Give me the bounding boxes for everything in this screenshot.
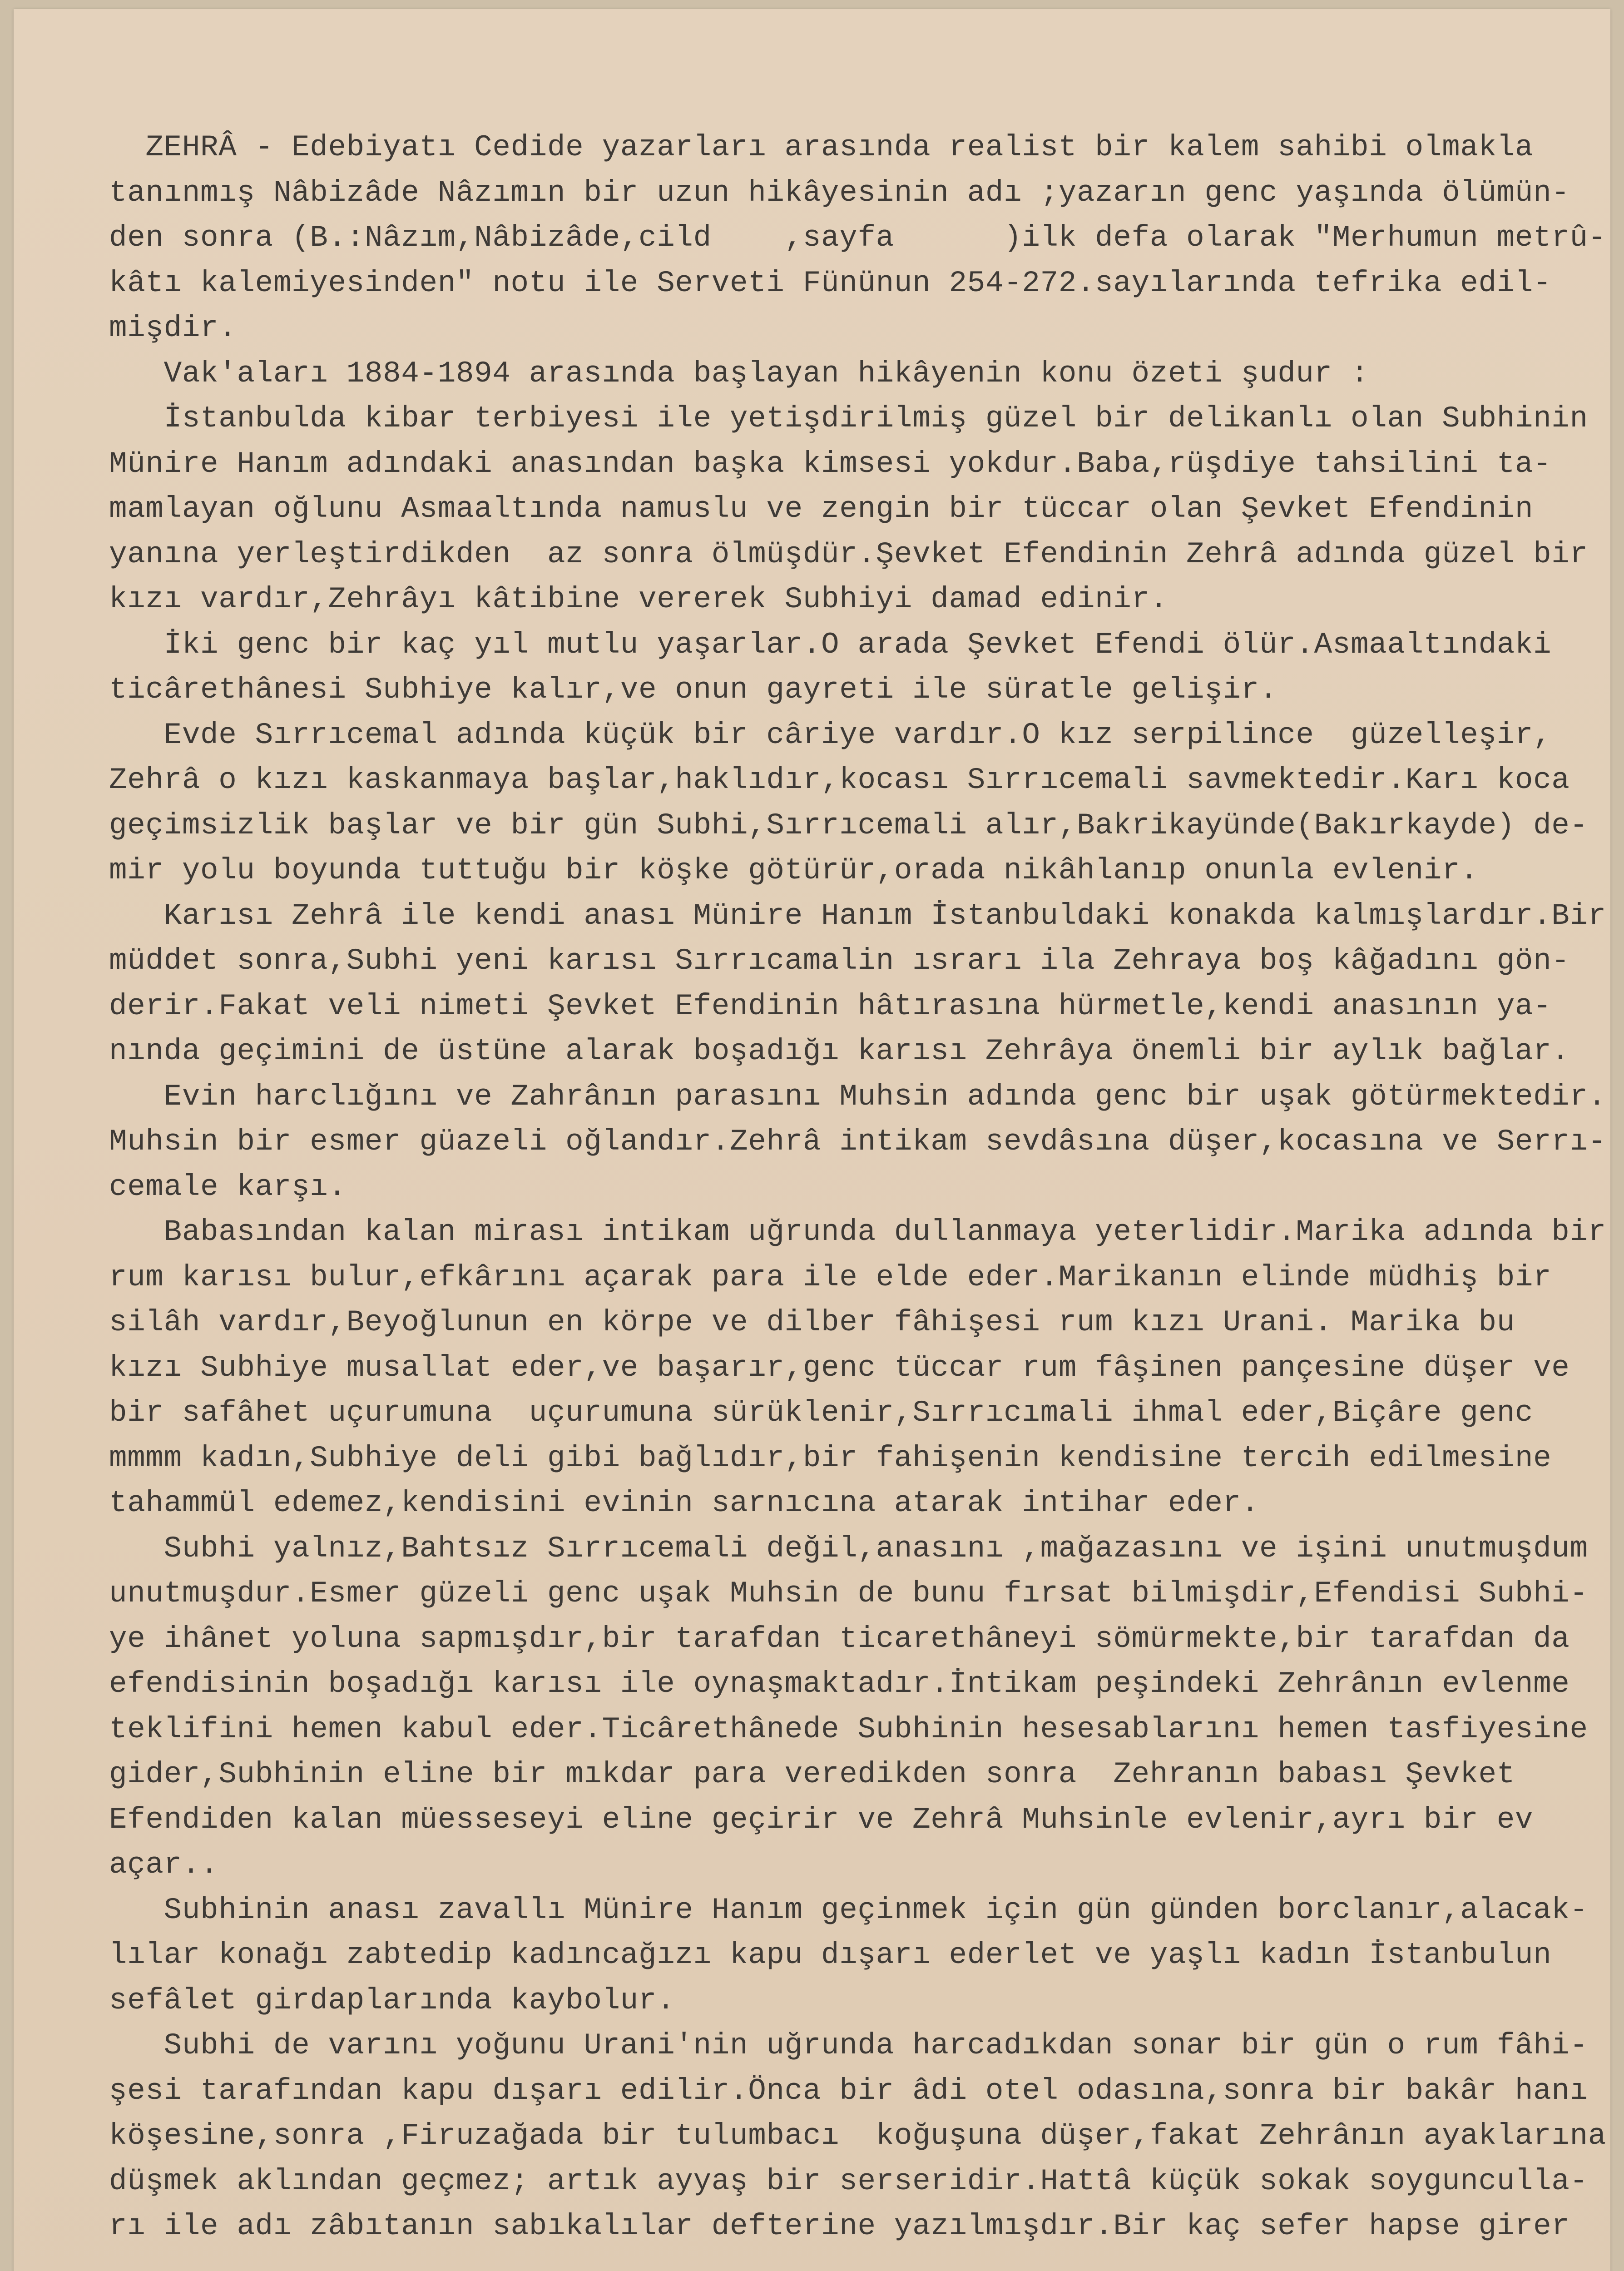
- text-line-14: Evde Sırrıcemal adında küçük bir câriye vardır.O kız serpilince güzelleşir,: [109, 718, 1552, 752]
- text-line-12: İki genc bir kaç yıl mutlu yaşarlar.O arada Şevket Efendi ölür.Asmaaltındaki: [109, 627, 1552, 662]
- text-line-36: teklifini hemen kabul eder.Ticârethânede Subhinin hesesablarını hemen tasfiyesine: [109, 1712, 1588, 1746]
- text-line-30: mmmm kadın,Subhiye deli gibi bağlıdır,bir fahişenin kendisine tercih edilmesine: [109, 1441, 1552, 1475]
- text-line-4: kâtı kalemiyesinden" notu ile Serveti Fününun 254-272.sayılarında tefrika edil-: [109, 266, 1552, 300]
- text-line-24: cemale karşı.: [109, 1170, 347, 1204]
- text-line-8: Münire Hanım adındaki anasından başka kimsesi yokdur.Baba,rüşdiye tahsilini ta-: [109, 446, 1552, 481]
- text-line-19: müddet sonra,Subhi yeni karısı Sırrıcamalin ısrarı ila Zehraya boş kâğadını gön-: [109, 944, 1570, 978]
- text-line-16: geçimsizlik başlar ve bir gün Subhi,Sırrıcemali alır,Bakrikayünde(Bakırkayde) de-: [109, 808, 1588, 843]
- text-line-17: mir yolu boyunda tuttuğu bir köşke götürür,orada nikâhlanıp onunla evlenir.: [109, 853, 1479, 888]
- text-line-6: Vak'aları 1884-1894 arasında başlayan hikâyenin konu özeti şudur :: [109, 356, 1369, 391]
- text-line-42: sefâlet girdaplarında kaybolur.: [109, 1983, 675, 2018]
- text-line-41: lılar konağı zabtedip kadıncağızı kapu dışarı ederlet ve yaşlı kadın İstanbulun: [109, 1938, 1552, 1972]
- text-line-9: mamlayan oğlunu Asmaaltında namuslu ve zengin bir tüccar olan Şevket Efendinin: [109, 492, 1534, 526]
- text-line-22: Evin harclığını ve Zahrânın parasını Muhsin adında genc bir uşak götürmektedir.: [109, 1079, 1606, 1114]
- text-line-38: Efendiden kalan müesseseyi eline geçirir ve Zehrâ Muhsinle evlenir,ayrı bir ev: [109, 1802, 1534, 1837]
- text-line-39: açar..: [109, 1848, 219, 1882]
- text-line-20: derir.Fakat veli nimeti Şevket Efendinin hâtırasına hürmetle,kendi anasının ya-: [109, 989, 1552, 1023]
- text-line-27: silâh vardır,Beyoğlunun en körpe ve dilber fâhişesi rum kızı Urani. Marika bu: [109, 1305, 1515, 1339]
- text-line-21: nında geçimini de üstüne alarak boşadığı karısı Zehrâya önemli bir aylık bağlar.: [109, 1034, 1570, 1068]
- text-line-31: tahammül edemez,kendisini evinin sarnıcına atarak intihar eder.: [109, 1486, 1260, 1520]
- text-line-25: Babasından kalan mirası intikam uğrunda dullanmaya yeterlidir.Marika adında bir: [109, 1215, 1606, 1249]
- text-line-28: kızı Subhiye musallat eder,ve başarır,genc tüccar rum fâşinen pançesine düşer ve: [109, 1350, 1570, 1385]
- text-line-18: Karısı Zehrâ ile kendi anası Münire Hanım İstanbuldaki konakda kalmışlardır.Bir: [109, 898, 1606, 933]
- text-line-7: İstanbulda kibar terbiyesi ile yetişdirilmiş güzel bir delikanlı olan Subhinin: [109, 402, 1588, 436]
- text-line-26: rum karısı bulur,efkârını açarak para ile elde eder.Marikanın elinde müdhiş bir: [109, 1260, 1552, 1294]
- text-line-33: unutmuşdur.Esmer güzeli genc uşak Muhsin de bunu fırsat bilmişdir,Efendisi Subhi-: [109, 1577, 1588, 1611]
- paper-sheet: [14, 9, 1610, 2271]
- text-line-40: Subhinin anası zavallı Münire Hanım geçinmek için gün günden borclanır,alacak-: [109, 1893, 1588, 1927]
- text-line-2: tanınmış Nâbizâde Nâzımın bir uzun hikâyesinin adı ;yazarın genc yaşında ölümün-: [109, 175, 1570, 210]
- text-line-1: ZEHRÂ - Edebiyatı Cedide yazarları arasında realist bir kalem sahibi olmakla: [109, 130, 1534, 164]
- text-line-46: düşmek aklından geçmez; artık ayyaş bir serseridir.Hattâ küçük sokak soygunculla-: [109, 2164, 1588, 2198]
- text-line-35: efendisinin boşadığı karısı ile oynaşmaktadır.İntikam peşindeki Zehrânın evlenme: [109, 1667, 1570, 1701]
- text-line-13: ticârethânesi Subhiye kalır,ve onun gayreti ile süratle gelişir.: [109, 673, 1278, 707]
- text-line-3: den sonra (B.:Nâzım,Nâbizâde,cild ,sayfa )ilk defa olarak "Merhumun metrû-: [109, 221, 1606, 255]
- text-line-10: yanına yerleştirdikden az sonra ölmüşdür.Şevket Efendinin Zehrâ adında güzel bir: [109, 537, 1588, 571]
- text-line-44: şesi tarafından kapu dışarı edilir.Önca bir âdi otel odasına,sonra bir bakâr hanı: [109, 2073, 1588, 2108]
- text-line-29: bir safâhet uçurumuna uçurumuna sürüklenir,Sırrıcımali ihmal eder,Biçâre genc: [109, 1396, 1534, 1430]
- text-line-5: mişdir.: [109, 311, 237, 345]
- text-line-37: gider,Subhinin eline bir mıkdar para veredikden sonra Zehranın babası Şevket: [109, 1757, 1515, 1791]
- text-line-43: Subhi de varını yoğunu Urani'nin uğrunda harcadıkdan sonar bir gün o rum fâhi-: [109, 2028, 1588, 2063]
- text-line-45: köşesine,sonra ,Firuzağada bir tulumbacı koğuşuna düşer,fakat Zehrânın ayaklarına: [109, 2119, 1606, 2153]
- text-line-11: kızı vardır,Zehrâyı kâtibine vererek Subhiyi damad edinir.: [109, 582, 1168, 616]
- text-line-23: Muhsin bir esmer güazeli oğlandır.Zehrâ intikam sevdâsına düşer,kocasına ve Serrı-: [109, 1125, 1606, 1159]
- text-line-15: Zehrâ o kızı kaskanmaya başlar,haklıdır,kocası Sırrıcemali savmektedir.Karı koca: [109, 763, 1570, 797]
- text-line-32: Subhi yalnız,Bahtsız Sırrıcemali değil,anasını ,mağazasını ve işini unutmuşdum: [109, 1531, 1588, 1566]
- text-line-47: rı ile adı zâbıtanın sabıkalılar defterine yazılmışdır.Bir kaç sefer hapse girer: [109, 2209, 1570, 2243]
- text-line-34: ye ihânet yoluna sapmışdır,bir tarafdan ticarethâneyi sömürmekte,bir tarafdan da: [109, 1621, 1570, 1656]
- typewritten-text: [109, 125, 1606, 2249]
